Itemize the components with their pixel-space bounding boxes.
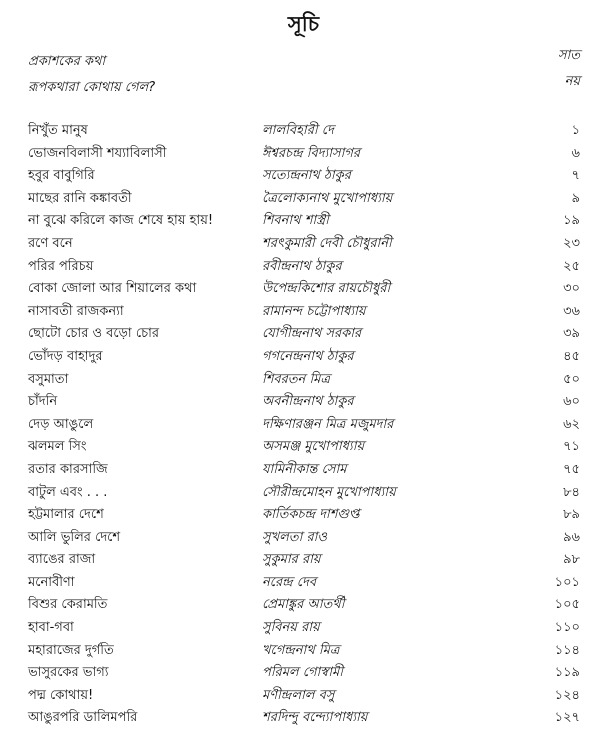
toc-row bbox=[28, 141, 580, 164]
toc-row bbox=[28, 457, 580, 480]
author-name: সুবিনয় রায় bbox=[262, 620, 320, 636]
story-title: পরির পরিচয় bbox=[28, 258, 94, 274]
toc-row bbox=[28, 683, 580, 706]
author-name: রামানন্দ চট্টোপাধ্যায় bbox=[262, 303, 366, 319]
author-name: দক্ষিণারঞ্জন মিত্র মজুমদার bbox=[262, 416, 394, 432]
toc-row bbox=[28, 208, 580, 231]
toc-row bbox=[28, 570, 580, 593]
page-number: ৬০ bbox=[563, 394, 580, 410]
story-title: বিশুর কেরামতি bbox=[28, 597, 108, 613]
toc-row bbox=[28, 299, 580, 322]
page-number: ৫০ bbox=[563, 371, 580, 387]
author-name: গগনেন্দ্রনাথ ঠাকুর bbox=[262, 348, 354, 364]
author-name: যামিনীকান্ত সোম bbox=[262, 461, 347, 477]
story-title: ব্যাঙের রাজা bbox=[28, 552, 96, 568]
story-title: বাটুল এবং . . . bbox=[28, 484, 108, 500]
story-title: ভাসুরকের ভাগ্য bbox=[28, 665, 109, 681]
author-name: যোগীন্দ্রনাথ সরকার bbox=[262, 326, 362, 342]
page-number: ২৫ bbox=[563, 258, 580, 274]
toc-row bbox=[28, 367, 580, 390]
story-title: হট্টমালার দেশে bbox=[28, 507, 104, 523]
toc-row bbox=[28, 660, 580, 683]
story-title: হাবা-গবা bbox=[28, 620, 74, 636]
toc-row bbox=[28, 118, 580, 141]
front-matter-title: প্রকাশকের কথা bbox=[28, 54, 106, 69]
front-matter-page: নয় bbox=[564, 74, 580, 89]
story-title: ঝলমল সিং bbox=[28, 439, 87, 455]
author-name: লালবিহারী দে bbox=[262, 123, 334, 138]
toc-row bbox=[28, 705, 580, 728]
toc-row bbox=[28, 163, 580, 186]
author-name: সুকুমার রায় bbox=[262, 552, 321, 568]
story-title: বোকা জোলা আর শিয়ালের কথা bbox=[28, 281, 197, 297]
page-number: ৪৫ bbox=[563, 348, 580, 364]
page-number: ৭ bbox=[571, 168, 580, 184]
author-name: নরেন্দ্র দেব bbox=[262, 574, 317, 590]
page-number: ১০৫ bbox=[554, 597, 580, 613]
author-name: সুখলতা রাও bbox=[262, 529, 327, 545]
story-title: আলি ভুলির দেশে bbox=[28, 529, 121, 545]
toc-row bbox=[28, 412, 580, 435]
page-number: ৭৫ bbox=[563, 461, 580, 477]
page-number: ৬২ bbox=[563, 416, 580, 432]
story-title: নিখুঁত মানুষ bbox=[28, 123, 88, 138]
author-name: উপেন্দ্রকিশোর রায়চৌধুরী bbox=[262, 281, 391, 297]
page-title: সূচি bbox=[287, 12, 320, 36]
toc-row bbox=[28, 502, 580, 525]
story-title: চাঁদনি bbox=[28, 394, 58, 410]
page-number: ৩০ bbox=[563, 281, 580, 297]
story-title: আঙুরপরি ডালিমপরি bbox=[28, 710, 138, 726]
toc-row bbox=[28, 276, 580, 299]
page-number: ১৯ bbox=[563, 213, 580, 229]
story-title: নাসাবতী রাজকন্যা bbox=[28, 303, 124, 319]
page-number: ১২৪ bbox=[554, 687, 580, 703]
author-name: শিবরতন মিত্র bbox=[262, 371, 330, 387]
page-number: ৯৮ bbox=[563, 552, 580, 568]
author-name: সৌরীন্দ্রমোহন মুখোপাধ্যায় bbox=[262, 484, 396, 500]
story-title: হবুর বাবুগিরি bbox=[28, 168, 95, 184]
page-number: ৯ bbox=[571, 190, 580, 206]
page-number: ৩৬ bbox=[563, 303, 580, 319]
toc-row bbox=[28, 615, 580, 638]
story-title: রতার কারসাজি bbox=[28, 461, 108, 477]
page-number: ৩৯ bbox=[563, 326, 580, 342]
toc-row bbox=[28, 434, 580, 457]
page-number: ১১০ bbox=[554, 620, 580, 636]
page-number: ১ bbox=[571, 123, 580, 138]
author-name: প্রেমাঙ্কুর আতর্থী bbox=[262, 597, 345, 613]
author-name: শরদিন্দু বন্দ্যোপাধ্যায় bbox=[262, 710, 368, 726]
story-title: ছোটো চোর ও বড়ো চোর bbox=[28, 326, 160, 342]
story-title: ভোঁদড় বাহাদুর bbox=[28, 348, 103, 364]
front-matter-title: রূপকথারা কোথায় গেল? bbox=[28, 80, 156, 95]
front-matter-row bbox=[28, 76, 580, 102]
author-name: সত্যেন্দ্রনাথ ঠাকুর bbox=[262, 168, 351, 184]
toc-row bbox=[28, 321, 580, 344]
author-name: অসমঞ্জ মুখোপাধ্যায় bbox=[262, 439, 365, 455]
front-matter bbox=[28, 50, 580, 102]
story-title: রণে বনে bbox=[28, 235, 73, 251]
author-name: শিবনাথ শাস্ত্রী bbox=[262, 213, 329, 229]
contents-list bbox=[28, 118, 580, 728]
story-title: মহারাজের দুর্গতি bbox=[28, 642, 114, 658]
toc-row bbox=[28, 254, 580, 277]
author-name: কার্তিকচন্দ্র দাশগুপ্ত bbox=[262, 507, 360, 523]
story-title: পদ্ম কোথায়! bbox=[28, 687, 94, 703]
story-title: না বুঝে করিলে কাজ শেষে হায় হায়! bbox=[28, 213, 214, 229]
author-name: ত্রৈলোক্যনাথ মুখোপাধ্যায় bbox=[262, 190, 393, 206]
toc-row bbox=[28, 344, 580, 367]
author-name: মণীন্দ্রলাল বসু bbox=[262, 687, 335, 703]
toc-row bbox=[28, 480, 580, 503]
page-number: ৮৪ bbox=[563, 484, 580, 500]
front-matter-row bbox=[28, 50, 580, 76]
story-title: দেড় আঙুলে bbox=[28, 416, 94, 432]
page-number: ১০১ bbox=[554, 574, 580, 590]
front-matter-page: সাত bbox=[557, 48, 580, 63]
author-name: ঈশ্বরচন্দ্র বিদ্যাসাগর bbox=[262, 145, 361, 161]
toc-row bbox=[28, 186, 580, 209]
story-title: মাছের রানি কঙ্কাবতী bbox=[28, 190, 132, 206]
author-name: খগেন্দ্রনাথ মিত্র bbox=[262, 642, 340, 658]
toc-row bbox=[28, 525, 580, 548]
page-number: ৬ bbox=[571, 145, 580, 161]
page-number: ৮৯ bbox=[563, 507, 580, 523]
story-title: ভোজনবিলাসী শয্যাবিলাসী bbox=[28, 145, 167, 161]
story-title: মনোবীণা bbox=[28, 574, 75, 590]
page-number: ২৩ bbox=[563, 235, 580, 251]
page-number: ১১৪ bbox=[554, 642, 580, 658]
page-number: ৯৬ bbox=[563, 529, 580, 545]
author-name: রবীন্দ্রনাথ ঠাকুর bbox=[262, 258, 342, 274]
toc-row bbox=[28, 638, 580, 661]
page-number: ৭১ bbox=[563, 439, 580, 455]
toc-row bbox=[28, 389, 580, 412]
toc-row bbox=[28, 231, 580, 254]
page-number: ১১৯ bbox=[554, 665, 580, 681]
author-name: পরিমল গোস্বামী bbox=[262, 665, 343, 681]
author-name: অবনীন্দ্রনাথ ঠাকুর bbox=[262, 394, 354, 410]
toc-row bbox=[28, 592, 580, 615]
page-number: ১২৭ bbox=[554, 710, 580, 726]
toc-row bbox=[28, 547, 580, 570]
story-title: বসুমাতা bbox=[28, 371, 69, 387]
author-name: শরৎকুমারী দেবী চৌধুরানী bbox=[262, 235, 392, 251]
